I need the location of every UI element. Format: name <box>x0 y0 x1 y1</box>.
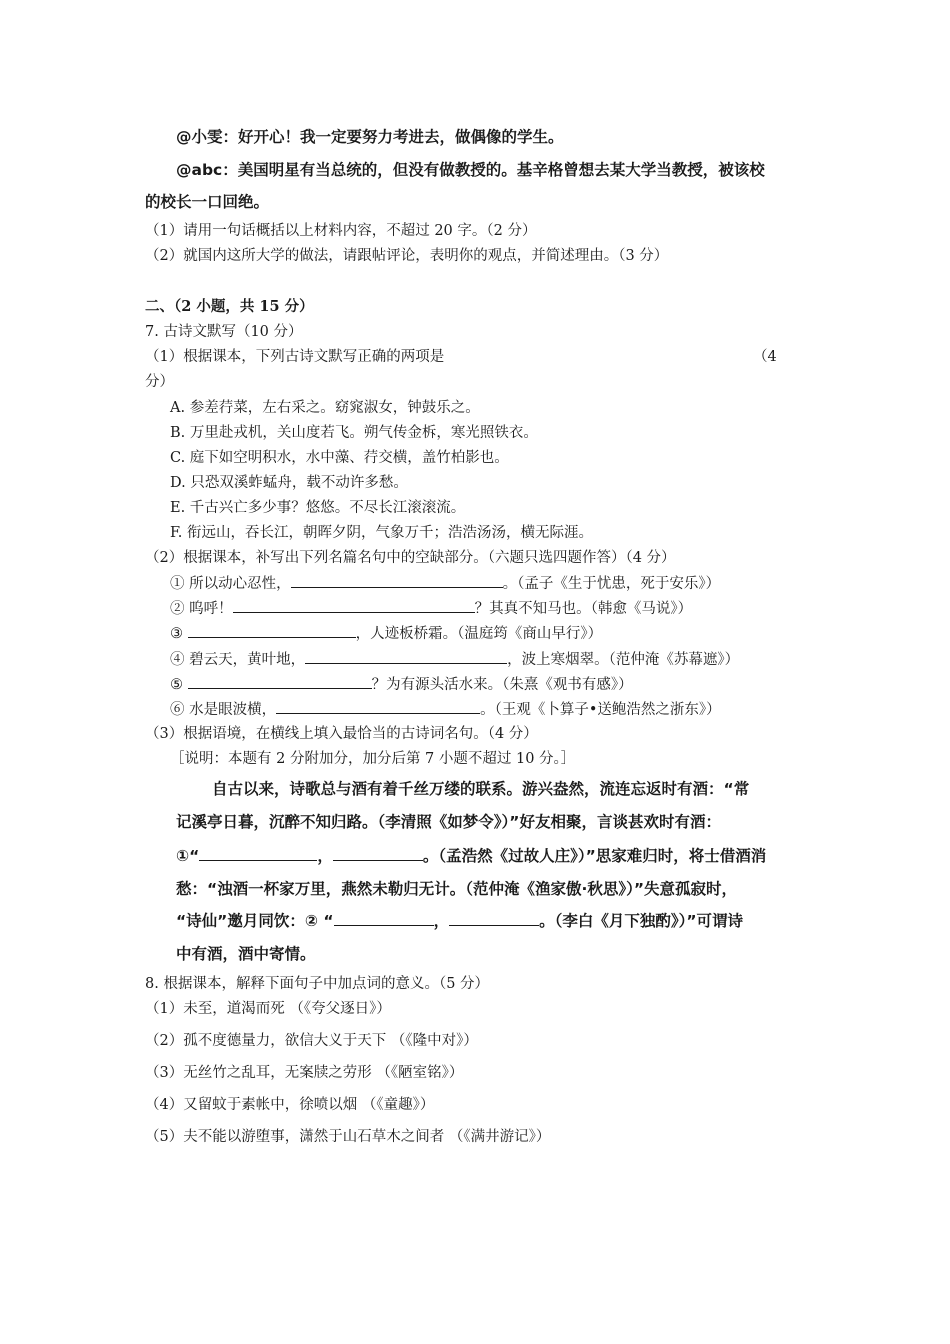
answer-blank[interactable] <box>276 698 480 714</box>
q6-part1: （1）请用一句话概括以上材料内容，不超过 20 字。（2 分） <box>145 223 537 239</box>
option-e: E. 千古兴亡多少事？悠悠。不尽长江滚滚流。 <box>170 500 466 516</box>
q8-item-3: （3）无丝竹之乱耳，无案牍之劳形 （《陋室铭》） <box>145 1065 464 1081</box>
q8-item-2: （2）孤不度德量力，欲信大义于天下 （《隆中对》） <box>145 1033 478 1049</box>
fill-item-1: ① 所以动心忍性， 。（孟子《生于忧患，死于安乐》） <box>170 572 720 595</box>
option-d: D. 只恐双溪蚱蜢舟，载不动许多愁。 <box>170 475 408 491</box>
option-c: C. 庭下如空明积水，水中藻、荇交横，盖竹柏影也。 <box>170 450 509 466</box>
passage-line-4: 愁：“浊酒一杯家万里，燕然未勒归无计。（范仲淹《渔家傲·秋思》）”失意孤寂时， <box>176 880 738 898</box>
q8-item-5: （5）夫不能以游堕事，潇然于山石草木之间者 （《满井游记》） <box>145 1129 551 1145</box>
section-heading: 二、（2 小题，共 15 分） <box>145 298 314 315</box>
q7-sub3: （3）根据语境，在横线上填入最恰当的古诗词名句。（4 分） <box>145 726 538 742</box>
q6-part2: （2）就国内这所大学的做法，请跟帖评论，表明你的观点，并简述理由。（3 分） <box>145 248 669 264</box>
fill-item-2: ② 呜呼！ ？其真不知马也。（韩愈《马说》） <box>170 597 692 620</box>
passage-line-2: 记溪亭日暮，沉醉不知归路。（李清照《如梦令》）”好友相聚，言谈甚欢时有酒： <box>176 813 721 831</box>
answer-blank[interactable] <box>333 845 423 861</box>
q8-title: 8. 根据课本，解释下面句子中加点词的意义。（5 分） <box>145 976 490 992</box>
comment-abc-line1: @abc：美国明星有当总统的，但没有做教授的。基辛格曾想去某大学当教授，被该校 <box>176 161 765 179</box>
comment-abc-line2: 的校长一口回绝。 <box>145 193 270 211</box>
passage-line-5: “诗仙”邀月同饮：② “ ， 。（李白《月下独酌》）”可谓诗 <box>176 912 744 930</box>
passage-line-1: 自古以来，诗歌总与酒有着千丝万缕的联系。游兴盎然，流连忘返时有酒：“常 <box>212 780 750 798</box>
answer-blank[interactable] <box>199 845 317 861</box>
fill-item-3: ③ ，人迹板桥霜。（温庭筠《商山早行》） <box>170 622 602 645</box>
option-b: B. 万里赴戎机，关山度若飞。朔气传金柝，寒光照铁衣。 <box>170 425 538 441</box>
option-f: F. 衔远山，吞长江，朝晖夕阴，气象万千；浩浩汤汤，横无际涯。 <box>170 525 594 541</box>
answer-blank[interactable] <box>291 572 503 588</box>
q7-title: 7. 古诗文默写（10 分） <box>145 324 303 340</box>
answer-blank[interactable] <box>188 622 356 638</box>
q7-sub2: （2）根据课本，补写出下列名篇名句中的空缺部分。（六题只选四题作答）（4 分） <box>145 550 676 566</box>
q7-sub1: （1）根据课本，下列古诗文默写正确的两项是 <box>145 349 445 365</box>
q7-sub1-score-a: （4 <box>753 349 777 365</box>
q8-item-4: （4）又留蚊于素帐中，徐喷以烟 （《童趣》） <box>145 1097 435 1113</box>
answer-blank[interactable] <box>233 597 475 613</box>
answer-blank[interactable] <box>188 673 372 689</box>
comment-xiaowen: @小雯：好开心！我一定要努力考进去，做偶像的学生。 <box>176 128 564 146</box>
q7-note: ［说明：本题有 2 分附加分，加分后第 7 小题不超过 10 分。］ <box>170 751 576 767</box>
q7-sub1-score-b: 分） <box>145 374 174 390</box>
passage-line-3: ①“ ， 。（孟浩然《过故人庄》）”思家难归时，将士借酒消 <box>176 847 767 865</box>
answer-blank[interactable] <box>449 910 539 926</box>
q8-item-1: （1）未至，道渴而死 （《夸父逐日》） <box>145 1001 391 1017</box>
fill-item-6: ⑥ 水是眼波横， 。（王观《卜算子•送鲍浩然之浙东》） <box>170 698 721 721</box>
option-a: A. 参差荇菜，左右采之。窈窕淑女，钟鼓乐之。 <box>170 400 480 416</box>
answer-blank[interactable] <box>334 910 434 926</box>
fill-item-4: ④ 碧云天，黄叶地， ，波上寒烟翠。（范仲淹《苏幕遮》） <box>170 648 739 671</box>
answer-blank[interactable] <box>305 648 507 664</box>
passage-line-6: 中有酒，酒中寄情。 <box>176 945 316 963</box>
fill-item-5: ⑤ ？为有源头活水来。（朱熹《观书有感》） <box>170 673 633 696</box>
